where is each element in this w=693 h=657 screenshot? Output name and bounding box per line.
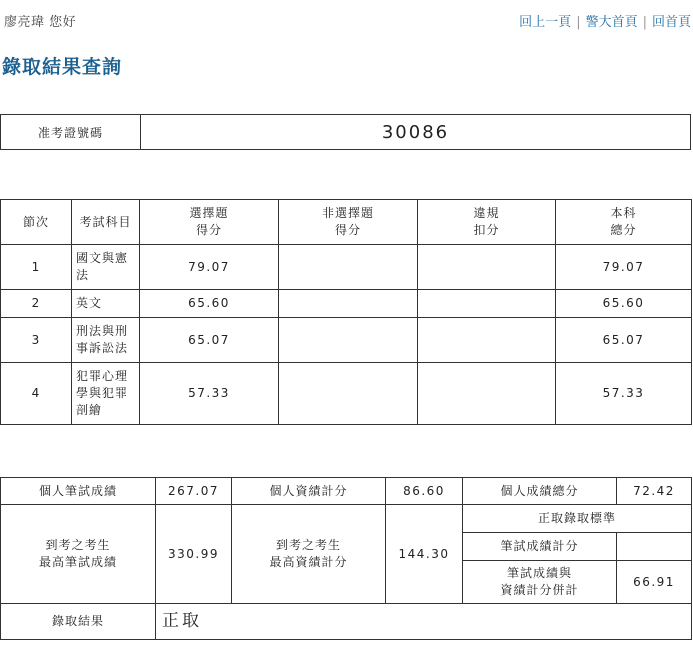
max-record-score-label: 到考之考生 最高資績計分 [232, 505, 386, 604]
deduction-cell [418, 318, 556, 363]
combined-score-label: 筆試成績與 資績計分併計 [463, 561, 617, 604]
personal-record-score-label: 個人資績計分 [232, 478, 386, 505]
subject-cell: 刑法與刑 事訴訟法 [72, 318, 140, 363]
choice-score-cell: 57.33 [140, 363, 279, 425]
nonchoice-score-cell [279, 290, 418, 318]
header-seq: 節次 [1, 200, 72, 245]
table-row [1, 245, 692, 290]
admission-result-label: 錄取結果 [1, 604, 156, 640]
deduction-cell [418, 290, 556, 318]
police-university-home-link[interactable]: 警大首頁 [585, 15, 638, 30]
personal-total-score-label: 個人成績總分 [463, 478, 617, 505]
subject-cell: 英文 [72, 290, 140, 318]
max-written-score-label: 到考之考生 最高筆試成績 [1, 505, 156, 604]
deduction-cell [418, 363, 556, 425]
header-subject: 考試科目 [72, 200, 140, 245]
max-written-score-value: 330.99 [156, 505, 232, 604]
home-link[interactable]: 回首頁 [651, 15, 691, 30]
exam-number-table [0, 114, 691, 150]
combined-score-value: 66.91 [617, 561, 692, 604]
page-title: 錄取結果查詢 [2, 56, 123, 78]
seq-cell: 1 [1, 245, 72, 290]
subject-cell: 國文與憲 法 [72, 245, 140, 290]
seq-cell: 2 [1, 290, 72, 318]
nav-separator: | [576, 15, 581, 30]
header-violation: 違規 扣分 [418, 200, 556, 245]
subject-cell: 犯罪心理 學與犯罪 剖繪 [72, 363, 140, 425]
personal-written-score-value: 267.07 [156, 478, 232, 505]
table-header-row [1, 200, 692, 245]
top-nav [519, 11, 691, 30]
personal-record-score-value: 86.60 [386, 478, 463, 505]
exam-number-label: 准考證號碼 [1, 115, 141, 150]
nonchoice-score-cell [279, 318, 418, 363]
top-bar [0, 0, 693, 40]
seq-cell: 4 [1, 363, 72, 425]
deduction-cell [418, 245, 556, 290]
admission-result-value: 正取 [156, 604, 692, 640]
choice-score-cell: 65.60 [140, 290, 279, 318]
table-row [1, 318, 692, 363]
back-link[interactable]: 回上一頁 [519, 15, 572, 30]
total-score-cell: 65.07 [556, 318, 692, 363]
header-choice: 選擇題 得分 [140, 200, 279, 245]
table-row [1, 290, 692, 318]
header-nonchoice: 非選擇題 得分 [279, 200, 418, 245]
max-record-score-value: 144.30 [386, 505, 463, 604]
nav-separator: | [642, 15, 647, 30]
total-score-cell: 79.07 [556, 245, 692, 290]
summary-table [0, 477, 692, 640]
table-row [1, 604, 692, 640]
score-table [0, 199, 692, 425]
table-row [1, 505, 692, 533]
total-score-cell: 65.60 [556, 290, 692, 318]
exam-number-value: 30086 [141, 115, 691, 150]
table-row [1, 478, 692, 505]
total-score-cell: 57.33 [556, 363, 692, 425]
table-row [1, 115, 691, 150]
nonchoice-score-cell [279, 363, 418, 425]
nonchoice-score-cell [279, 245, 418, 290]
admission-standard-header: 正取錄取標準 [463, 505, 692, 533]
user-greeting: 廖亮瑋 您好 [4, 15, 77, 30]
table-row [1, 363, 692, 425]
seq-cell: 3 [1, 318, 72, 363]
personal-written-score-label: 個人筆試成績 [1, 478, 156, 505]
written-score-calc-value [617, 533, 692, 561]
choice-score-cell: 65.07 [140, 318, 279, 363]
choice-score-cell: 79.07 [140, 245, 279, 290]
header-total: 本科 總分 [556, 200, 692, 245]
written-score-calc-label: 筆試成績計分 [463, 533, 617, 561]
personal-total-score-value: 72.42 [617, 478, 692, 505]
